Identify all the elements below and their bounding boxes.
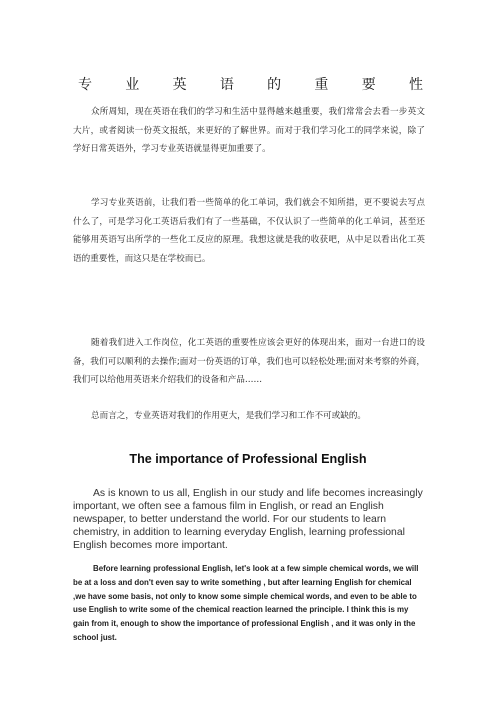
chinese-paragraph-2: 学习专业英语前，让我们看一些简单的化工单词，我们就会不知所措，更不要说去写点什么了，可是学习化工英语后我们有了一些基础，不仅认识了一些简单的化工单词，甚至还能够用英语写出所学的一些化工反应的原理。我想这就是我的收获吧，从中足以看出化工英语的重要性，而这只是在学校而已。 (73, 198, 425, 264)
chinese-paragraph-3: 随着我们进入工作岗位，化工英语的重要性应该会更好的体现出来，面对一台进口的设备，我们可以顺利的去操作;面对一份英语的订单，我们也可以轻松处理;面对来考察的外商，我们可以给他用英语来介绍我们的设备和产品…… (73, 338, 425, 386)
title-char: 语 (219, 77, 234, 93)
english-paragraph-1: As is known to us all, English in our study and life becomes increasingly important, we often see a famous film in English, or read an English newspaper, to better understand the world. For our students to learn chemistry, in addition to learning everyday English, learning professional English becomes more important. (73, 488, 423, 552)
chinese-paragraph-4: 总而言之，专业英语对我们的作用更大，是我们学习和工作不可或缺的。 (91, 411, 367, 421)
english-paragraph-2: Before learning professional English, let's look at a few simple chemical words, we will be at a loss and don't even say to write something , but after learning English for chemical ,we have some basis, not only to know some simple chemical words, and even to be able to use English to write some of the chemical reaction learned the principle. I think this is my gain from it, enough to show the importance of professional English , and it was only in the school just. (73, 564, 419, 642)
title-char: 英 (172, 77, 187, 93)
title-char: 性 (408, 77, 423, 93)
english-title: The importance of Professional English (129, 452, 367, 466)
title-char: 要 (361, 77, 376, 93)
title-char: 的 (267, 77, 282, 93)
title-char: 专 (78, 77, 92, 93)
chinese-paragraph-1: 众所周知，现在英语在我们的学习和生活中显得越来越重要，我们常常会去看一步英文大片，或者阅读一份英文报纸，来更好的了解世界。而对于我们学习化工的同学来说，除了学好日常英语外，学习专业英语就显得更加重要了。 (73, 107, 425, 155)
title-char: 重 (314, 77, 329, 93)
title-char: 业 (125, 77, 140, 93)
chinese-title (78, 74, 423, 94)
